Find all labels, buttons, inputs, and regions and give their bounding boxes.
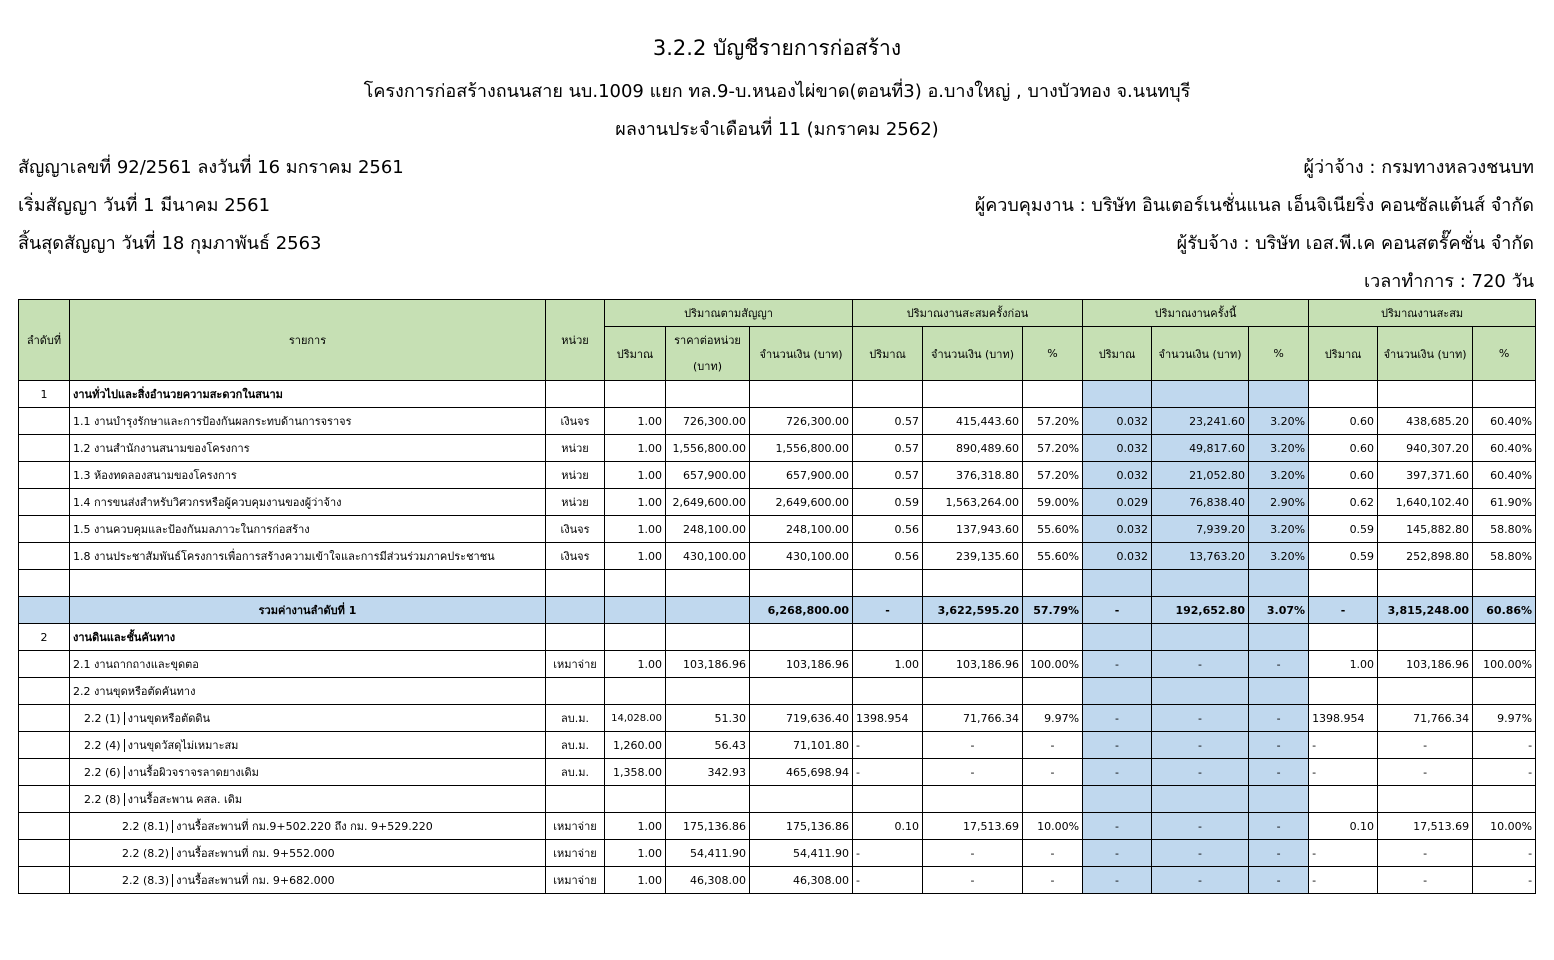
item-unit: เงินจร: [546, 543, 605, 570]
this-amount: -: [1152, 705, 1249, 732]
cum-amount: 252,898.80: [1378, 543, 1473, 570]
section-title: งานดินและชั้นคันทาง: [70, 624, 546, 651]
unit-price: 46,308.00: [666, 867, 750, 894]
prev-qty: 1398.954: [853, 705, 923, 732]
item-unit: ลบ.ม.: [546, 705, 605, 732]
item-name: 2.2 (8.3) งานรื้อสะพานที่ กม. 9+682.000: [70, 867, 546, 894]
contract-amount: 2,649,600.00: [750, 489, 853, 516]
contract-amount: 465,698.94: [750, 759, 853, 786]
cum-amount: 397,371.60: [1378, 462, 1473, 489]
item-name: 1.5 งานควบคุมและป้องกันมลภาวะในการก่อสร้าง: [70, 516, 546, 543]
col-header-amount: จำนวนเงิน (บาท): [923, 327, 1023, 381]
col-header-previous: ปริมาณงานสะสมครั้งก่อน: [853, 300, 1083, 327]
contract-start: เริ่มสัญญา วันที่ 1 มีนาคม 2561: [18, 195, 271, 216]
contract-qty: 1.00: [605, 408, 666, 435]
this-pct: 3.20%: [1249, 462, 1309, 489]
cum-qty: 1398.954: [1309, 705, 1378, 732]
item-unit: เงินจร: [546, 408, 605, 435]
cum-amount: 438,685.20: [1378, 408, 1473, 435]
unit-price: 2,649,600.00: [666, 489, 750, 516]
item-name: 2.2 (8.2) งานรื้อสะพานที่ กม. 9+552.000: [70, 840, 546, 867]
item-name: 2.2 (4) งานขุดวัสดุไม่เหมาะสม: [70, 732, 546, 759]
cum-pct: 58.80%: [1473, 543, 1536, 570]
header-row-1: [19, 300, 1536, 327]
prev-qty: 1.00: [853, 651, 923, 678]
cum-qty: -: [1309, 840, 1378, 867]
total-this-pct: 3.07%: [1249, 597, 1309, 624]
table-row: [19, 867, 1536, 894]
supervisor: ผู้ควบคุมงาน : บริษัท อินเตอร์เนชั่นแนล เอ็นจิเนียริ่ง คอนซัลแต้นส์ จำกัด: [974, 195, 1534, 216]
total-this-amount: 192,652.80: [1152, 597, 1249, 624]
table-row: [19, 732, 1536, 759]
this-amount: 23,241.60: [1152, 408, 1249, 435]
cum-qty: 1.00: [1309, 651, 1378, 678]
contract-qty: 1.00: [605, 516, 666, 543]
project-name: โครงการก่อสร้างถนนสาย นบ.1009 แยก ทล.9-บ.หนองไผ่ขาด(ตอนที่3) อ.บางใหญ่ , บางบัวทอง จ.นนทบุรี: [363, 81, 1191, 102]
cum-qty: 0.60: [1309, 462, 1378, 489]
total-label: รวมค่างานลำดับที่ 1: [70, 597, 546, 624]
contract-qty: 1.00: [605, 489, 666, 516]
item-unit: เหมาจ่าย: [546, 867, 605, 894]
prev-amount: 1,563,264.00: [923, 489, 1023, 516]
total-prev-pct: 57.79%: [1023, 597, 1083, 624]
prev-pct: 10.00%: [1023, 813, 1083, 840]
prev-amount: 415,443.60: [923, 408, 1023, 435]
cum-pct: 100.00%: [1473, 651, 1536, 678]
contract-qty: 1.00: [605, 543, 666, 570]
unit-price: 248,100.00: [666, 516, 750, 543]
item-code: 2.2 (8): [84, 793, 125, 806]
prev-amount: -: [923, 732, 1023, 759]
col-header-qty: ปริมาณ: [605, 327, 666, 381]
item-code: 2.2 (8.1): [122, 820, 173, 833]
item-unit: เหมาจ่าย: [546, 840, 605, 867]
this-pct: -: [1249, 651, 1309, 678]
this-pct: -: [1249, 732, 1309, 759]
this-qty: -: [1083, 732, 1152, 759]
item-unit: เหมาจ่าย: [546, 813, 605, 840]
prev-qty: -: [853, 732, 923, 759]
this-qty: 0.032: [1083, 408, 1152, 435]
this-qty: 0.032: [1083, 435, 1152, 462]
item-name: 2.2 (1) งานขุดหรือตัดดิน: [70, 705, 546, 732]
prev-amount: 890,489.60: [923, 435, 1023, 462]
cum-pct: -: [1473, 867, 1536, 894]
this-amount: -: [1152, 759, 1249, 786]
section-row: [19, 381, 1536, 408]
prev-amount: 239,135.60: [923, 543, 1023, 570]
prev-pct: 57.20%: [1023, 462, 1083, 489]
unit-price: 657,900.00: [666, 462, 750, 489]
item-code: 2.2 (6): [84, 766, 125, 779]
prev-qty: 0.56: [853, 543, 923, 570]
this-pct: -: [1249, 813, 1309, 840]
this-amount: -: [1152, 813, 1249, 840]
prev-pct: -: [1023, 732, 1083, 759]
this-amount: 13,763.20: [1152, 543, 1249, 570]
col-header-qty: ปริมาณ: [853, 327, 923, 381]
cum-qty: 0.59: [1309, 543, 1378, 570]
prev-amount: -: [923, 759, 1023, 786]
cum-amount: -: [1378, 759, 1473, 786]
contract-amount: 726,300.00: [750, 408, 853, 435]
prev-pct: 55.60%: [1023, 516, 1083, 543]
cum-qty: 0.60: [1309, 408, 1378, 435]
col-header-cumulative: ปริมาณงานสะสม: [1309, 300, 1536, 327]
total-prev-amount: 3,622,595.20: [923, 597, 1023, 624]
prev-qty: -: [853, 867, 923, 894]
unit-price: 103,186.96: [666, 651, 750, 678]
table-row: [19, 759, 1536, 786]
contract-qty: 1.00: [605, 435, 666, 462]
cum-pct: 60.40%: [1473, 462, 1536, 489]
prev-qty: 0.57: [853, 435, 923, 462]
cum-pct: 61.90%: [1473, 489, 1536, 516]
table-row: [19, 462, 1536, 489]
this-amount: -: [1152, 651, 1249, 678]
item-name: 2.1 งานถากถางและขุดตอ: [70, 651, 546, 678]
item-code: 2.2 (4): [84, 739, 125, 752]
blank-row: [19, 570, 1536, 597]
cum-pct: -: [1473, 732, 1536, 759]
prev-qty: 0.57: [853, 408, 923, 435]
col-header-pct: %: [1473, 327, 1536, 381]
section-row: [19, 624, 1536, 651]
this-pct: 3.20%: [1249, 516, 1309, 543]
unit-price: 51.30: [666, 705, 750, 732]
this-qty: 0.032: [1083, 543, 1152, 570]
col-header-unit: หน่วย: [546, 300, 605, 381]
this-qty: -: [1083, 759, 1152, 786]
total-cum-pct: 60.86%: [1473, 597, 1536, 624]
item-name: 2.2 (8.1) งานรื้อสะพานที่ กม.9+502.220 ถึง กม. 9+529.220: [70, 813, 546, 840]
report-period: ผลงานประจำเดือนที่ 11 (มกราคม 2562): [615, 119, 939, 140]
prev-pct: 100.00%: [1023, 651, 1083, 678]
cum-amount: 940,307.20: [1378, 435, 1473, 462]
col-header-this-period: ปริมาณงานครั้งนี้: [1083, 300, 1309, 327]
cum-qty: 0.10: [1309, 813, 1378, 840]
col-header-item: รายการ: [70, 300, 546, 381]
table-row: [19, 489, 1536, 516]
col-header-amount: จำนวนเงิน (บาท): [1378, 327, 1473, 381]
cum-amount: 145,882.80: [1378, 516, 1473, 543]
item-unit: หน่วย: [546, 462, 605, 489]
contract-amount: 1,556,800.00: [750, 435, 853, 462]
unit-price: 342.93: [666, 759, 750, 786]
unit-price: 430,100.00: [666, 543, 750, 570]
this-pct: -: [1249, 840, 1309, 867]
item-code: 2.2 (8.3): [122, 874, 173, 887]
this-pct: -: [1249, 705, 1309, 732]
cum-pct: -: [1473, 840, 1536, 867]
item-name: 1.3 ห้องทดลองสนามของโครงการ: [70, 462, 546, 489]
cum-qty: -: [1309, 732, 1378, 759]
contract-amount: 657,900.00: [750, 462, 853, 489]
cum-pct: 60.40%: [1473, 408, 1536, 435]
prev-pct: -: [1023, 759, 1083, 786]
table-row: [19, 813, 1536, 840]
subsection-title: 2.2 งานขุดหรือตัดคันทาง: [70, 678, 546, 705]
item-unit: ลบ.ม.: [546, 759, 605, 786]
unit-price: 175,136.86: [666, 813, 750, 840]
cum-qty: -: [1309, 867, 1378, 894]
prev-qty: -: [853, 840, 923, 867]
construction-items-table: [18, 299, 1536, 894]
prev-qty: 0.59: [853, 489, 923, 516]
cum-amount: 1,640,102.40: [1378, 489, 1473, 516]
item-name: 1.8 งานประชาสัมพันธ์โครงการเพื่อการสร้างความเข้าใจและการมีส่วนร่วมภาคประชาชน: [70, 543, 546, 570]
prev-amount: 376,318.80: [923, 462, 1023, 489]
this-pct: -: [1249, 759, 1309, 786]
this-amount: -: [1152, 840, 1249, 867]
this-qty: -: [1083, 813, 1152, 840]
prev-pct: 59.00%: [1023, 489, 1083, 516]
prev-qty: 0.56: [853, 516, 923, 543]
prev-pct: 57.20%: [1023, 408, 1083, 435]
item-name: 1.4 การขนส่งสำหรับวิศวกรหรือผู้ควบคุมงานของผู้ว่าจ้าง: [70, 489, 546, 516]
cum-amount: 17,513.69: [1378, 813, 1473, 840]
cum-amount: 71,766.34: [1378, 705, 1473, 732]
cum-amount: -: [1378, 867, 1473, 894]
contract-qty: 1,260.00: [605, 732, 666, 759]
prev-amount: 103,186.96: [923, 651, 1023, 678]
this-amount: -: [1152, 732, 1249, 759]
unit-price: 726,300.00: [666, 408, 750, 435]
table-row: [19, 408, 1536, 435]
subsection-title: 2.2 (8) งานรื้อสะพาน คสล. เดิม: [70, 786, 546, 813]
item-name: 2.2 (6) งานรื้อผิวจราจรลาดยางเดิม: [70, 759, 546, 786]
total-row: [19, 597, 1536, 624]
prev-amount: 71,766.34: [923, 705, 1023, 732]
contract-amount: 719,636.40: [750, 705, 853, 732]
col-header-pct: %: [1249, 327, 1309, 381]
work-duration: เวลาทำการ : 720 วัน: [1363, 271, 1534, 292]
this-qty: 0.032: [1083, 462, 1152, 489]
contract-qty: 1.00: [605, 462, 666, 489]
total-this-qty: -: [1083, 597, 1152, 624]
total-contract-amount: 6,268,800.00: [750, 597, 853, 624]
cum-qty: 0.60: [1309, 435, 1378, 462]
prev-qty: 0.57: [853, 462, 923, 489]
cum-amount: -: [1378, 732, 1473, 759]
item-code: 2.2 (1): [84, 712, 125, 725]
contract-qty: 1.00: [605, 651, 666, 678]
table-row: [19, 516, 1536, 543]
cum-pct: 9.97%: [1473, 705, 1536, 732]
contract-qty: 1.00: [605, 867, 666, 894]
item-unit: หน่วย: [546, 489, 605, 516]
prev-pct: 9.97%: [1023, 705, 1083, 732]
contract-amount: 71,101.80: [750, 732, 853, 759]
cum-pct: 10.00%: [1473, 813, 1536, 840]
prev-amount: 17,513.69: [923, 813, 1023, 840]
table-row: [19, 705, 1536, 732]
total-cum-qty: -: [1309, 597, 1378, 624]
total-prev-qty: -: [853, 597, 923, 624]
item-unit: เงินจร: [546, 516, 605, 543]
contract-qty: 1.00: [605, 813, 666, 840]
subsection-row: [19, 678, 1536, 705]
section-title: งานทั่วไปและสิ่งอำนวยความสะดวกในสนาม: [70, 381, 546, 408]
table-row: [19, 840, 1536, 867]
unit-price: 56.43: [666, 732, 750, 759]
prev-pct: -: [1023, 840, 1083, 867]
prev-qty: -: [853, 759, 923, 786]
contract-qty: 1.00: [605, 840, 666, 867]
this-qty: -: [1083, 840, 1152, 867]
item-unit: ลบ.ม.: [546, 732, 605, 759]
contract-number: สัญญาเลขที่ 92/2561 ลงวันที่ 16 มกราคม 2561: [18, 157, 404, 178]
this-qty: -: [1083, 867, 1152, 894]
section-number: 2: [19, 624, 70, 651]
item-unit: เหมาจ่าย: [546, 651, 605, 678]
cum-pct: 60.40%: [1473, 435, 1536, 462]
contractor: ผู้รับจ้าง : บริษัท เอส.พี.เค คอนสตรั๊คชั่น จำกัด: [1176, 233, 1534, 254]
this-qty: 0.032: [1083, 516, 1152, 543]
item-code: 2.2 (8.2): [122, 847, 173, 860]
col-header-amount: จำนวนเงิน (บาท): [1152, 327, 1249, 381]
table-row: [19, 543, 1536, 570]
contract-amount: 103,186.96: [750, 651, 853, 678]
item-name: 1.1 งานบำรุงรักษาและการป้องกันผลกระทบด้านการจราจร: [70, 408, 546, 435]
cum-qty: 0.59: [1309, 516, 1378, 543]
contract-end: สิ้นสุดสัญญา วันที่ 18 กุมภาพันธ์ 2563: [18, 233, 322, 254]
col-header-contract: ปริมาณตามสัญญา: [605, 300, 853, 327]
prev-pct: -: [1023, 867, 1083, 894]
this-pct: 3.20%: [1249, 543, 1309, 570]
this-amount: 21,052.80: [1152, 462, 1249, 489]
contract-amount: 430,100.00: [750, 543, 853, 570]
this-pct: 3.20%: [1249, 408, 1309, 435]
this-amount: 76,838.40: [1152, 489, 1249, 516]
table-row: [19, 651, 1536, 678]
this-amount: 49,817.60: [1152, 435, 1249, 462]
total-cum-amount: 3,815,248.00: [1378, 597, 1473, 624]
contract-qty: 14,028.00: [605, 705, 666, 732]
this-amount: -: [1152, 867, 1249, 894]
this-amount: 7,939.20: [1152, 516, 1249, 543]
prev-amount: 137,943.60: [923, 516, 1023, 543]
col-header-no: ลำดับที่: [19, 300, 70, 381]
cum-qty: -: [1309, 759, 1378, 786]
cum-amount: 103,186.96: [1378, 651, 1473, 678]
prev-qty: 0.10: [853, 813, 923, 840]
contract-qty: 1,358.00: [605, 759, 666, 786]
contract-amount: 248,100.00: [750, 516, 853, 543]
this-pct: 2.90%: [1249, 489, 1309, 516]
contract-amount: 54,411.90: [750, 840, 853, 867]
col-header-unit-price: ราคาต่อหน่วย (บาท): [666, 327, 750, 381]
employer: ผู้ว่าจ้าง : กรมทางหลวงชนบท: [1303, 157, 1534, 178]
item-name: 1.2 งานสำนักงานสนามของโครงการ: [70, 435, 546, 462]
cum-amount: -: [1378, 840, 1473, 867]
col-header-pct: %: [1023, 327, 1083, 381]
col-header-amount: จำนวนเงิน (บาท): [750, 327, 853, 381]
item-unit: หน่วย: [546, 435, 605, 462]
prev-amount: -: [923, 840, 1023, 867]
subsection-row: [19, 786, 1536, 813]
this-qty: -: [1083, 705, 1152, 732]
cum-pct: -: [1473, 759, 1536, 786]
cum-qty: 0.62: [1309, 489, 1378, 516]
contract-amount: 175,136.86: [750, 813, 853, 840]
this-qty: -: [1083, 651, 1152, 678]
prev-pct: 57.20%: [1023, 435, 1083, 462]
unit-price: 54,411.90: [666, 840, 750, 867]
col-header-qty: ปริมาณ: [1309, 327, 1378, 381]
table-row: [19, 435, 1536, 462]
section-number: 1: [19, 381, 70, 408]
cum-pct: 58.80%: [1473, 516, 1536, 543]
document-title: 3.2.2 บัญชีรายการก่อสร้าง: [652, 36, 902, 60]
contract-amount: 46,308.00: [750, 867, 853, 894]
col-header-qty: ปริมาณ: [1083, 327, 1152, 381]
unit-price: 1,556,800.00: [666, 435, 750, 462]
this-pct: 3.20%: [1249, 435, 1309, 462]
prev-amount: -: [923, 867, 1023, 894]
this-pct: -: [1249, 867, 1309, 894]
this-qty: 0.029: [1083, 489, 1152, 516]
prev-pct: 55.60%: [1023, 543, 1083, 570]
